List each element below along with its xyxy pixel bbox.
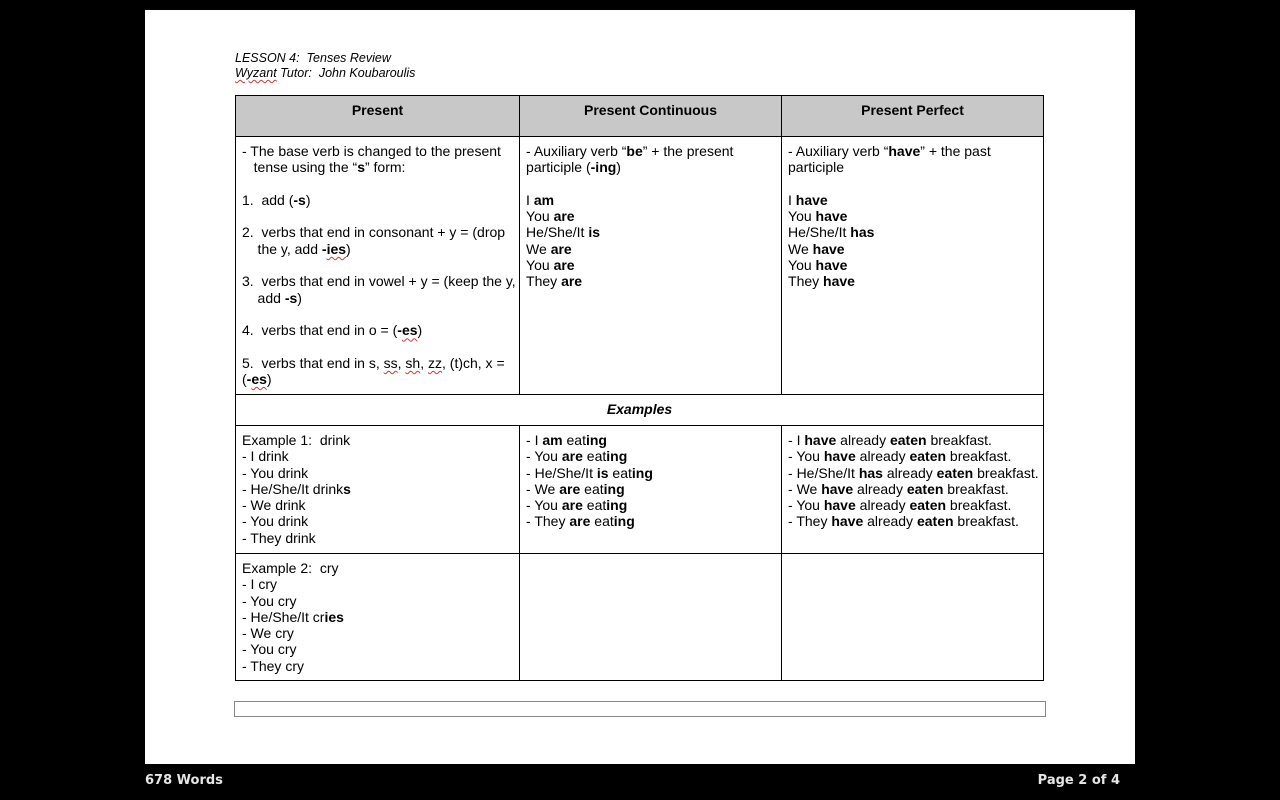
example-2-present-cell [236,554,520,681]
present-rule-2: 2. verbs that end in consonant + y = (drop [242,224,506,241]
examples-row [236,395,1044,426]
example-1-perf-line: - I have already eaten breakfast. [788,432,992,448]
example-1-line: - You drink [242,464,309,481]
example-1-line: - He/She/It drinks [242,480,351,497]
tutor-line [235,66,415,81]
continuous-rules-cell [520,137,782,395]
continuous-conj-6: They are [526,273,583,290]
example-1-row [236,426,1044,554]
rules-row [236,137,1044,395]
header-present-continuous: Present Continuous [520,96,782,137]
perfect-rule-1: - Auxiliary verb “have” + the past [788,143,991,159]
example-1-cont-line: - I am eating [526,432,607,448]
example-1-perf-line: - We have already eaten breakfast. [788,480,1009,497]
example-2-perfect-cell [782,554,1044,681]
example-2-row [236,554,1044,681]
present-rule-3b: add -s) [242,289,302,306]
perfect-rules-cell [782,137,1044,395]
header-row [236,96,1044,137]
header-present: Present [236,96,520,137]
perfect-conj-6: They have [788,273,855,290]
continuous-rule-2: participle (-ing) [526,159,621,176]
document-page [145,10,1135,764]
present-rules-cell [236,137,520,395]
example-1-cont-line: - You are eating [526,497,628,514]
example-1-line: - They drink [242,529,316,546]
example-1-cont-line: - You are eating [526,448,628,465]
perfect-conj-3: He/She/It has [788,224,875,241]
document-header [235,51,415,81]
examples-label: Examples [236,395,1044,426]
present-rule-1: 1. add (-s) [242,191,311,208]
example-1-perf-line: - You have already eaten breakfast. [788,448,1012,465]
example-2-line: - They cry [242,657,304,674]
example-1-perf-line: - He/She/It has already eaten breakfast. [788,464,1039,481]
header-present-perfect: Present Perfect [782,96,1044,137]
continuous-conj-4: We are [526,240,572,257]
example-1-perf-line: - You have already eaten breakfast. [788,497,1012,514]
example-2-title: Example 2: cry [242,560,339,576]
present-rule-4: 4. verbs that end in o = (-es) [242,322,423,339]
example-1-cont-line: - We are eating [526,480,625,497]
word-count: 678 Words [145,773,223,788]
perfect-conj-2: You have [788,208,848,225]
perfect-conj-5: You have [788,257,848,274]
example-2-line: - We cry [242,625,294,642]
present-rule-3: 3. verbs that end in vowel + y = (keep the y, [242,273,516,290]
example-1-perfect-cell [782,426,1044,554]
example-1-cont-line: - He/She/It is eating [526,464,653,481]
present-rule-intro-1: - The base verb is changed to the present [242,143,501,159]
example-1-line: - I drink [242,448,289,465]
example-1-title: Example 1: drink [242,432,351,448]
next-table-edge [234,701,1046,717]
perfect-conj-1: I have [788,191,828,208]
example-2-line: - You cry [242,641,297,658]
example-1-present-cell [236,426,520,554]
example-1-continuous-cell [520,426,782,554]
perfect-conj-4: We have [788,240,845,257]
example-2-line: - I cry [242,576,277,593]
example-1-cont-line: - They are eating [526,513,635,530]
continuous-conj-3: He/She/It is [526,224,600,241]
example-2-continuous-cell [520,554,782,681]
present-rule-2b: the y, add -ies) [242,240,351,257]
continuous-conj-1: I am [526,191,555,208]
example-2-line: - You cry [242,592,297,609]
continuous-conj-2: You are [526,208,575,225]
present-rule-intro-2: tense using the “s” form: [242,159,406,176]
perfect-rule-2: participle [788,159,845,176]
tutor-prefix: Wyzant [235,66,277,80]
present-rule-5: 5. verbs that end in s, ss, sh, zz, (t)ch, x = [242,354,505,371]
continuous-conj-5: You are [526,257,575,274]
lesson-title: LESSON 4: Tenses Review [235,51,391,65]
example-1-perf-line: - They have already eaten breakfast. [788,513,1019,530]
continuous-rule-1: - Auxiliary verb “be” + the present [526,143,734,159]
example-1-line: - We drink [242,497,306,514]
present-rule-5b: (-es) [242,371,272,388]
tutor-name: Tutor: John Koubaroulis [276,66,416,80]
example-1-line: - You drink [242,513,309,530]
page-indicator: Page 2 of 4 [1037,773,1120,788]
example-2-line: - He/She/It cries [242,608,344,625]
tenses-table [235,95,1044,681]
